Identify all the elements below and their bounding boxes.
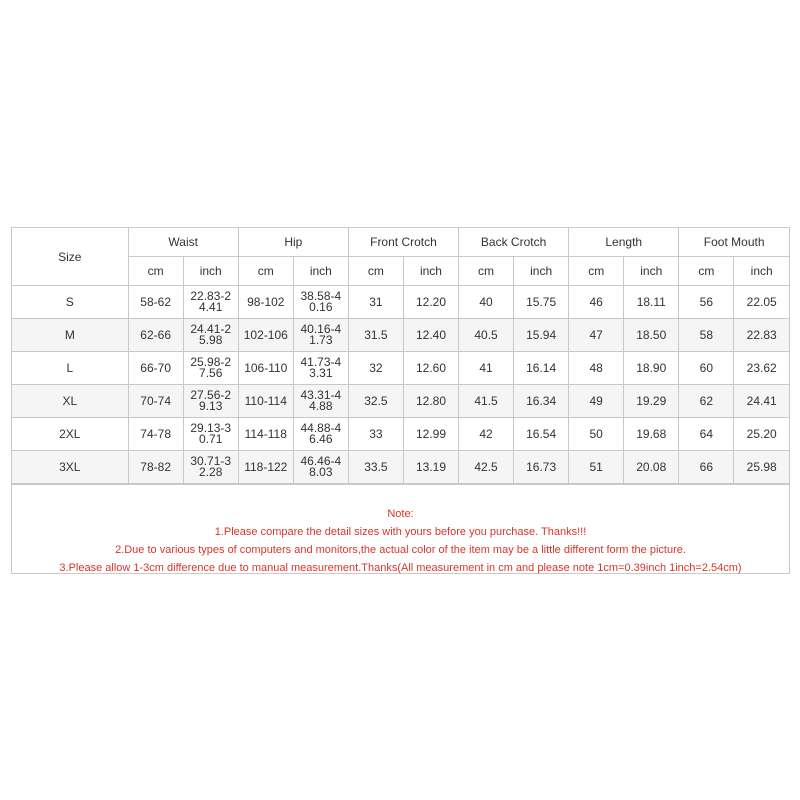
- table-cell: 51: [569, 451, 624, 484]
- table-cell: 19.68: [624, 418, 679, 451]
- table-cell: 47: [569, 319, 624, 352]
- table-cell: 23.62: [734, 352, 789, 385]
- table-cell: 42.5: [459, 451, 514, 484]
- group-header-foot-mouth: Foot Mouth: [679, 228, 789, 257]
- group-header-length: Length: [569, 228, 679, 257]
- table-cell: 58: [679, 319, 734, 352]
- unit-header: cm: [348, 257, 403, 286]
- table-cell: 40.5: [459, 319, 514, 352]
- table-cell: 18.50: [624, 319, 679, 352]
- unit-header: inch: [293, 257, 348, 286]
- table-cell: 42: [459, 418, 514, 451]
- table-cell: 50: [569, 418, 624, 451]
- notes-section: [12, 484, 789, 577]
- note-title: Note:: [387, 508, 414, 520]
- table-cell: 41.73-4 3.31: [293, 352, 348, 385]
- table-cell: 46.46-4 8.03: [293, 451, 348, 484]
- table-cell: 25.20: [734, 418, 789, 451]
- unit-header: inch: [734, 257, 789, 286]
- table-cell: 70-74: [128, 385, 183, 418]
- table-cell: 41: [459, 352, 514, 385]
- table-cell: 64: [679, 418, 734, 451]
- table-cell: 98-102: [238, 286, 293, 319]
- unit-header: inch: [403, 257, 458, 286]
- size-cell: M: [12, 319, 128, 352]
- table-cell: 43.31-4 4.88: [293, 385, 348, 418]
- table-cell: 32: [348, 352, 403, 385]
- table-cell: 18.11: [624, 286, 679, 319]
- size-cell: XL: [12, 385, 128, 418]
- group-header-waist: Waist: [128, 228, 238, 257]
- group-header-hip: Hip: [238, 228, 348, 257]
- table-cell: 41.5: [459, 385, 514, 418]
- table-cell: 66-70: [128, 352, 183, 385]
- table-row: [12, 352, 789, 385]
- table-cell: 20.08: [624, 451, 679, 484]
- table-row: [12, 319, 789, 352]
- table-cell: 24.41-2 5.98: [183, 319, 238, 352]
- table-cell: 49: [569, 385, 624, 418]
- note-line-2: 2.Due to various types of computers and monitors,the actual color of the item may be a little different form the picture.: [115, 544, 686, 556]
- table-cell: 22.83-2 4.41: [183, 286, 238, 319]
- table-cell: 33.5: [348, 451, 403, 484]
- table-cell: 32.5: [348, 385, 403, 418]
- table-cell: 46: [569, 286, 624, 319]
- table-cell: 18.90: [624, 352, 679, 385]
- table-cell: 16.73: [514, 451, 569, 484]
- table-cell: 25.98-2 7.56: [183, 352, 238, 385]
- table-cell: 110-114: [238, 385, 293, 418]
- unit-header: cm: [569, 257, 624, 286]
- unit-header: inch: [514, 257, 569, 286]
- group-header-row: [12, 228, 789, 257]
- size-table: [12, 228, 789, 484]
- table-cell: 30.71-3 2.28: [183, 451, 238, 484]
- size-cell: L: [12, 352, 128, 385]
- unit-header: cm: [238, 257, 293, 286]
- table-cell: 31: [348, 286, 403, 319]
- table-cell: 27.56-2 9.13: [183, 385, 238, 418]
- table-cell: 16.34: [514, 385, 569, 418]
- table-cell: 62-66: [128, 319, 183, 352]
- table-cell: 118-122: [238, 451, 293, 484]
- table-cell: 16.54: [514, 418, 569, 451]
- table-cell: 40: [459, 286, 514, 319]
- table-cell: 13.19: [403, 451, 458, 484]
- table-cell: 12.60: [403, 352, 458, 385]
- table-cell: 58-62: [128, 286, 183, 319]
- note-line-3: 3.Please allow 1-3cm difference due to manual measurement.Thanks(All measurement in cm and please note 1cm=0.39inch 1inch=2.54cm): [59, 562, 742, 574]
- unit-header: inch: [183, 257, 238, 286]
- table-cell: 15.75: [514, 286, 569, 319]
- table-body: [12, 286, 789, 484]
- table-cell: 19.29: [624, 385, 679, 418]
- table-cell: 62: [679, 385, 734, 418]
- unit-header: cm: [679, 257, 734, 286]
- size-cell: 2XL: [12, 418, 128, 451]
- size-header: Size: [12, 228, 128, 286]
- table-cell: 56: [679, 286, 734, 319]
- table-cell: 48: [569, 352, 624, 385]
- table-cell: 31.5: [348, 319, 403, 352]
- table-cell: 22.05: [734, 286, 789, 319]
- table-cell: 12.80: [403, 385, 458, 418]
- table-cell: 12.99: [403, 418, 458, 451]
- size-chart: [11, 227, 790, 574]
- group-header-back-crotch: Back Crotch: [459, 228, 569, 257]
- unit-header: cm: [459, 257, 514, 286]
- table-cell: 33: [348, 418, 403, 451]
- table-cell: 15.94: [514, 319, 569, 352]
- table-cell: 74-78: [128, 418, 183, 451]
- table-row: [12, 451, 789, 484]
- table-cell: 60: [679, 352, 734, 385]
- table-cell: 102-106: [238, 319, 293, 352]
- size-cell: S: [12, 286, 128, 319]
- table-cell: 12.40: [403, 319, 458, 352]
- table-cell: 24.41: [734, 385, 789, 418]
- table-cell: 12.20: [403, 286, 458, 319]
- table-cell: 66: [679, 451, 734, 484]
- unit-header-row: [12, 257, 789, 286]
- unit-header: cm: [128, 257, 183, 286]
- table-cell: 106-110: [238, 352, 293, 385]
- table-row: [12, 385, 789, 418]
- table-cell: 25.98: [734, 451, 789, 484]
- table-cell: 40.16-4 1.73: [293, 319, 348, 352]
- table-cell: 22.83: [734, 319, 789, 352]
- table-row: [12, 418, 789, 451]
- table-cell: 16.14: [514, 352, 569, 385]
- group-header-front-crotch: Front Crotch: [348, 228, 458, 257]
- note-line-1: 1.Please compare the detail sizes with yours before you purchase. Thanks!!!: [214, 526, 587, 538]
- table-cell: 114-118: [238, 418, 293, 451]
- table-cell: 38.58-4 0.16: [293, 286, 348, 319]
- table-cell: 78-82: [128, 451, 183, 484]
- table-cell: 29.13-3 0.71: [183, 418, 238, 451]
- unit-header: inch: [624, 257, 679, 286]
- table-cell: 44.88-4 6.46: [293, 418, 348, 451]
- size-cell: 3XL: [12, 451, 128, 484]
- table-row: [12, 286, 789, 319]
